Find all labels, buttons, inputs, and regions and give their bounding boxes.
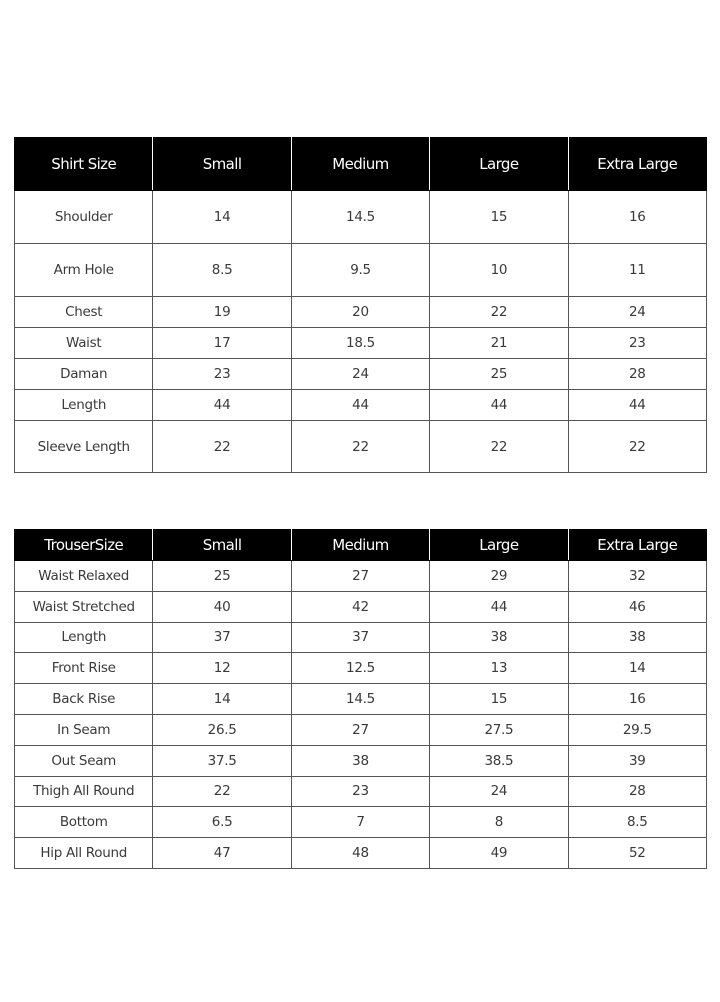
table-cell: 24 [430, 776, 568, 807]
table-cell: 26.5 [153, 714, 291, 745]
table-cell: 14.5 [291, 684, 429, 715]
table-cell: 10 [430, 244, 568, 297]
table-cell: 8 [430, 807, 568, 838]
table-cell: 14 [153, 684, 291, 715]
trouser-header-small: Small [153, 530, 291, 561]
table-cell: 37 [291, 622, 429, 653]
table-cell: 29.5 [568, 714, 706, 745]
table-cell: 16 [568, 191, 706, 244]
row-label: Waist Stretched [15, 591, 153, 622]
table-cell: 11 [568, 244, 706, 297]
table-cell: 22 [568, 421, 706, 473]
table-cell: 24 [568, 297, 706, 328]
table-cell: 22 [153, 421, 291, 473]
table-cell: 37.5 [153, 745, 291, 776]
table-cell: 12 [153, 653, 291, 684]
table-cell: 18.5 [291, 328, 429, 359]
table-cell: 21 [430, 328, 568, 359]
table-row [15, 776, 707, 807]
table-cell: 44 [430, 390, 568, 421]
table-cell: 6.5 [153, 807, 291, 838]
row-label: Chest [15, 297, 153, 328]
table-cell: 22 [430, 421, 568, 473]
table-row [15, 622, 707, 653]
table-cell: 24 [291, 359, 429, 390]
row-label: Waist [15, 328, 153, 359]
row-label: Bottom [15, 807, 153, 838]
shirt-header-large: Large [430, 138, 568, 191]
trouser-header-extra-large: Extra Large [568, 530, 706, 561]
shirt-header-small: Small [153, 138, 291, 191]
table-cell: 44 [568, 390, 706, 421]
table-cell: 15 [430, 684, 568, 715]
table-cell: 25 [430, 359, 568, 390]
table-cell: 40 [153, 591, 291, 622]
table-cell: 44 [153, 390, 291, 421]
row-label: Out Seam [15, 745, 153, 776]
table-cell: 23 [291, 776, 429, 807]
table-cell: 9.5 [291, 244, 429, 297]
table-cell: 23 [568, 328, 706, 359]
row-label: Shoulder [15, 191, 153, 244]
trouser-header-medium: Medium [291, 530, 429, 561]
table-cell: 44 [430, 591, 568, 622]
table-cell: 14 [568, 653, 706, 684]
trouser-header-row [15, 530, 707, 561]
table-cell: 38 [430, 622, 568, 653]
table-cell: 27.5 [430, 714, 568, 745]
table-cell: 28 [568, 776, 706, 807]
trouser-size-table [14, 529, 707, 869]
table-cell: 22 [430, 297, 568, 328]
table-cell: 22 [153, 776, 291, 807]
table-cell: 28 [568, 359, 706, 390]
row-label: Length [15, 622, 153, 653]
table-cell: 47 [153, 838, 291, 869]
table-cell: 29 [430, 561, 568, 592]
table-row [15, 561, 707, 592]
table-cell: 52 [568, 838, 706, 869]
table-cell: 49 [430, 838, 568, 869]
shirt-size-table [14, 137, 707, 473]
table-cell: 48 [291, 838, 429, 869]
table-row [15, 328, 707, 359]
row-label: In Seam [15, 714, 153, 745]
table-cell: 22 [291, 421, 429, 473]
table-cell: 44 [291, 390, 429, 421]
row-label: Daman [15, 359, 153, 390]
table-cell: 27 [291, 714, 429, 745]
table-cell: 17 [153, 328, 291, 359]
shirt-header-row [15, 138, 707, 191]
table-row [15, 684, 707, 715]
table-cell: 25 [153, 561, 291, 592]
table-row [15, 591, 707, 622]
trouser-header-label: TrouserSize [15, 530, 153, 561]
table-cell: 38 [568, 622, 706, 653]
table-cell: 46 [568, 591, 706, 622]
table-row [15, 297, 707, 328]
shirt-header-medium: Medium [291, 138, 429, 191]
shirt-header-extra-large: Extra Large [568, 138, 706, 191]
table-cell: 27 [291, 561, 429, 592]
table-row [15, 244, 707, 297]
table-cell: 38.5 [430, 745, 568, 776]
row-label: Front Rise [15, 653, 153, 684]
row-label: Thigh All Round [15, 776, 153, 807]
table-cell: 39 [568, 745, 706, 776]
table-cell: 14 [153, 191, 291, 244]
table-row [15, 745, 707, 776]
shirt-header-label: Shirt Size [15, 138, 153, 191]
table-cell: 15 [430, 191, 568, 244]
row-label: Back Rise [15, 684, 153, 715]
table-cell: 38 [291, 745, 429, 776]
row-label: Hip All Round [15, 838, 153, 869]
table-cell: 8.5 [568, 807, 706, 838]
table-cell: 19 [153, 297, 291, 328]
table-cell: 20 [291, 297, 429, 328]
table-cell: 16 [568, 684, 706, 715]
row-label: Length [15, 390, 153, 421]
table-row [15, 421, 707, 473]
table-row [15, 390, 707, 421]
table-cell: 42 [291, 591, 429, 622]
table-cell: 14.5 [291, 191, 429, 244]
table-row [15, 714, 707, 745]
table-row [15, 838, 707, 869]
table-cell: 13 [430, 653, 568, 684]
table-row [15, 191, 707, 244]
row-label: Arm Hole [15, 244, 153, 297]
table-cell: 8.5 [153, 244, 291, 297]
table-cell: 12.5 [291, 653, 429, 684]
row-label: Waist Relaxed [15, 561, 153, 592]
table-row [15, 653, 707, 684]
table-cell: 7 [291, 807, 429, 838]
table-cell: 23 [153, 359, 291, 390]
table-row [15, 807, 707, 838]
row-label: Sleeve Length [15, 421, 153, 473]
table-cell: 32 [568, 561, 706, 592]
table-cell: 37 [153, 622, 291, 653]
table-row [15, 359, 707, 390]
trouser-header-large: Large [430, 530, 568, 561]
